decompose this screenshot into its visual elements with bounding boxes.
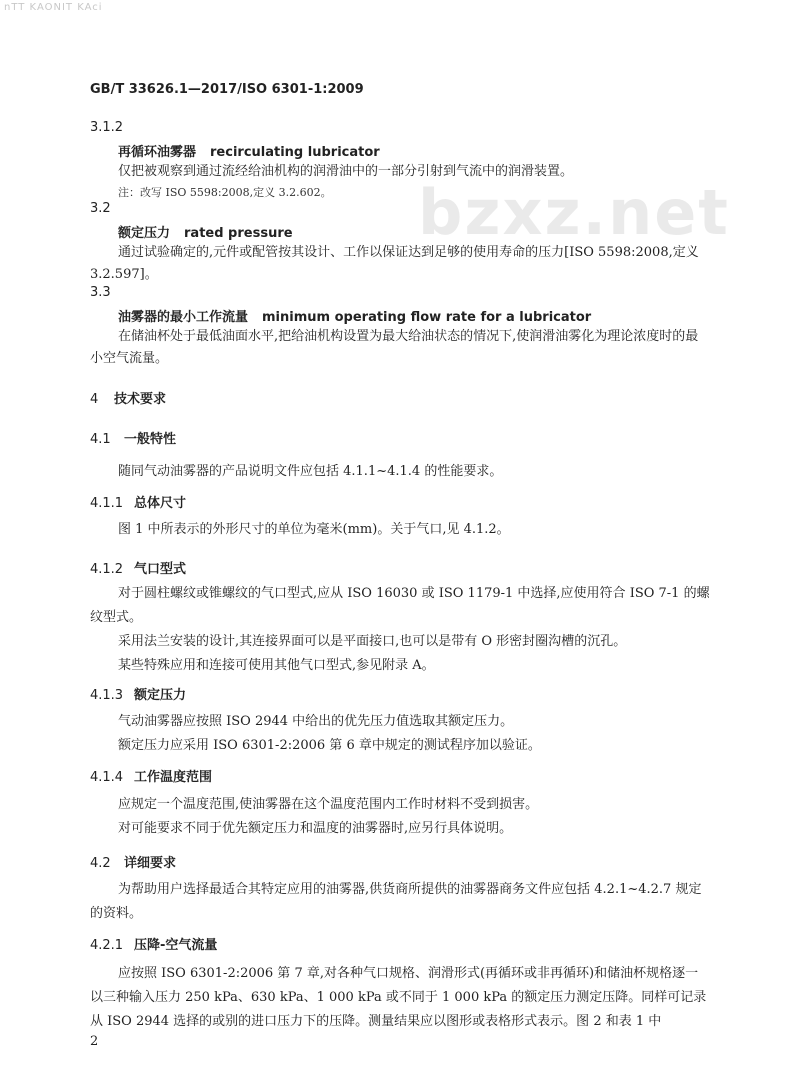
section-4-1-heading [90,428,710,447]
page-number: 2 [90,1034,99,1049]
section-title: 技术要求 [114,392,167,407]
watermark-logo: bzxz.net [418,176,730,249]
section-4-2-heading [90,852,710,871]
term-english: rated pressure [184,226,293,241]
section-title: 工作温度范围 [134,770,213,785]
clause-number: 4.1.3 [90,688,124,703]
clause-number: 4.2.1 [90,938,124,953]
note: 注：改写 ISO 5598:2008,定义 3.2.602。 [118,186,332,199]
paragraph: 应规定一个温度范围,使油雾器在这个温度范围内工作时材料不受到损害。 [118,797,539,812]
section-4-1-1-paragraph: 图 1 中所表示的外形尺寸的单位为毫米(mm)。关于气口,见 4.1.2。 [118,522,510,537]
section-4-1-4-body [90,793,710,841]
section-4-1-paragraph: 随同气动油雾器的产品说明文件应包括 4.1.1~4.1.4 的性能要求。 [118,464,503,479]
term-title [90,222,710,241]
paragraph: 采用法兰安装的设计,其连接界面可以是平面接口,也可以是带有 O 形密封圈沟槽的沉孔。 [118,634,627,649]
section-title: 一般特性 [124,432,177,447]
paragraph: 气动油雾器应按照 ISO 2944 中给出的优先压力值选取其额定压力。 [118,714,514,729]
section-4-2-1-heading [90,934,710,953]
section-4-heading [90,388,710,407]
clause-number: 4.2 [90,856,111,871]
section-title: 额定压力 [134,688,187,703]
clause-number: 4 [90,392,99,407]
definition: 仅把被观察到通过流经给油机构的润滑油中的一部分引射到气流中的润滑装置。 [118,164,574,179]
section-4-2-1-paragraph: 应按照 ISO 6301-2:2006 第 7 章,对各种气口规格、润滑形式(再循环或非再循环)和储油杯规格逐一以三种输入压力 250 kPa、630 kPa、1 000 kPa 或不同于 1 000 kPa 的额定压力测定压降。同样可记录从 ISO 2944 选择的或别的进口压力下的压降。测量结果应以图形或表格形式表示。图 2 和表 1 中 [90,966,707,1029]
term-chinese: 额定压力 [118,226,171,241]
clause-number: 3.3 [90,285,111,300]
paragraph: 对于圆柱螺纹或锥螺纹的气口型式,应从 ISO 16030 或 ISO 1179-1 中选择,应使用符合 ISO 7-1 的螺纹型式。 [90,586,710,625]
term-title [90,141,710,160]
section-4-1-3-body [90,710,710,758]
section-4-1-2-heading [90,558,710,577]
section-title: 压降-空气流量 [134,938,218,953]
section-4-1-3-heading [90,684,710,703]
term-chinese: 再循环油雾器 [118,145,197,160]
paragraph: 对可能要求不同于优先额定压力和温度的油雾器时,应另行具体说明。 [118,821,513,836]
section-title: 总体尺寸 [134,496,187,511]
clause-number: 4.1.2 [90,562,124,577]
section-3-3 [90,285,710,370]
clause-number: 4.1 [90,432,111,447]
term-english: recirculating lubricator [210,145,380,160]
term-chinese: 油雾器的最小工作流量 [118,310,249,325]
clause-number: 4.1.1 [90,496,124,511]
section-4-2-paragraph: 为帮助用户选择最适合其特定应用的油雾器,供货商所提供的油雾器商务文件应包括 4.2.1~4.2.7 规定的资料。 [90,882,702,921]
term-english: minimum operating flow rate for a lubricator [262,310,592,325]
term-title [90,306,710,325]
clause-number: 3.1.2 [90,120,124,135]
definition: 在储油杯处于最低油面水平,把给油机构设置为最大给油状态的情况下,使润滑油雾化为理论浓度时的最小空气流量。 [90,329,699,366]
clause-number: 3.2 [90,201,111,216]
section-3-2 [90,201,710,286]
section-4-1-1-heading [90,492,710,511]
paragraph: 某些特殊应用和连接可使用其他气口型式,参见附录 A。 [118,658,435,673]
definition: 通过试验确定的,元件或配管按其设计、工作以保证达到足够的使用寿命的压力[ISO 5598:2008,定义 3.2.597]。 [90,245,699,282]
section-title: 气口型式 [134,562,187,577]
clause-number: 4.1.4 [90,770,124,785]
section-4-1-2-body [90,582,710,678]
watermark-top: nTT KAONIT KAci [4,2,103,13]
section-title: 详细要求 [124,856,177,871]
section-4-1-4-heading [90,766,710,785]
standard-header: GB/T 33626.1—2017/ISO 6301-1:2009 [90,82,364,97]
paragraph: 额定压力应采用 ISO 6301-2:2006 第 6 章中规定的测试程序加以验证。 [118,738,541,753]
section-3-1-2 [90,120,710,200]
